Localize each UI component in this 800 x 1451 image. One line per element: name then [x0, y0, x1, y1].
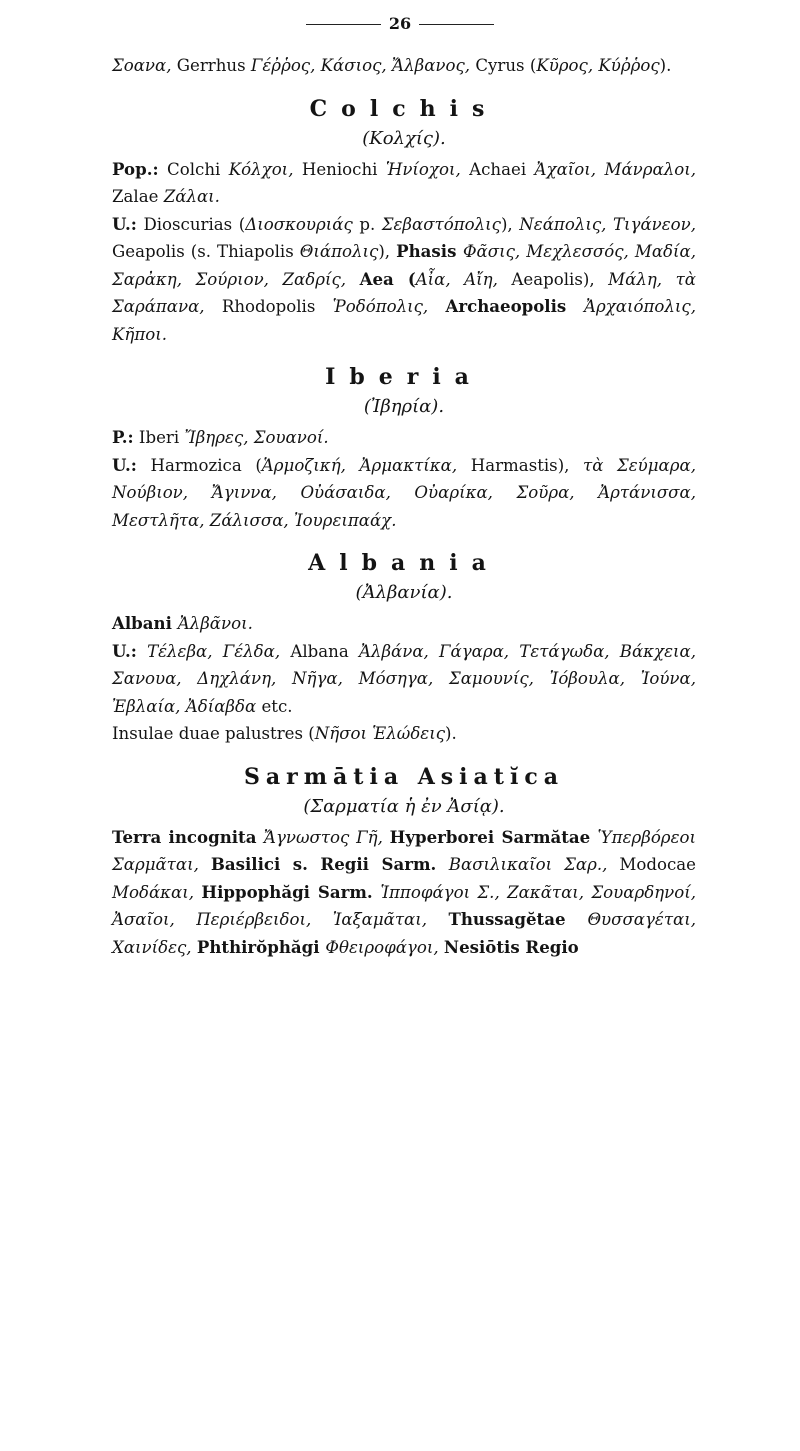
sarm-i: Hippophăgi Sarm. — [201, 881, 381, 902]
albania-pop-a: Albani — [112, 613, 178, 633]
sarm-l: Θυσσαγέται, Χαινίδες, — [112, 910, 696, 957]
colchis-u4: Σεβαστόπολις — [381, 214, 501, 234]
pop-label: P.: — [112, 427, 134, 447]
urbes-label: U.: — [112, 454, 137, 475]
iberia-p-b: Ἴβηρες, Σουανοί. — [184, 428, 329, 447]
colchis-u11: Φᾶσις, Μεχλεσσός, Μαδία, Σαρἀκη, Σούριον, Ζαδρίς, — [112, 242, 696, 289]
colchis-population — [112, 156, 696, 211]
albania-urbes — [112, 638, 696, 721]
albania-u-b: Albana — [290, 641, 359, 661]
colchis-u18: Archaeopolis — [445, 296, 585, 316]
colchis-u15: Μάλη, τὰ Σαράπανα, — [112, 269, 697, 316]
colchis-u9: ), — [378, 242, 397, 261]
albania-ins-a: Insulae duae palustres ( — [112, 724, 315, 743]
iberia-urbes — [112, 452, 696, 535]
intro-paragraph — [112, 52, 696, 80]
sarm-h: Μοδάκαι, — [112, 882, 202, 902]
albania-population — [112, 610, 696, 638]
iberia-heading: Iberia — [325, 364, 483, 390]
colchis-u19: Ἀρχαιόπολις, Κῆποι. — [112, 297, 696, 344]
iberia-heading-greek: (Ἰβηρία). — [363, 396, 445, 417]
albania-pop-b: Ἀλβᾶνοι. — [177, 614, 253, 633]
colchis-pop-c: Heniochi — [301, 159, 386, 179]
intro-d: Cyrus ( — [475, 56, 537, 75]
colchis-u5: ), — [500, 214, 520, 234]
colchis-u1: Dioscurias ( — [143, 214, 246, 234]
colchis-pop-d: Ἡνίοχοι, — [385, 159, 470, 179]
urbes-label: U.: — [112, 213, 137, 234]
albania-heading-greek: (Ἀλβανία). — [355, 582, 453, 603]
colchis-u17: Ῥοδόπολις, — [332, 297, 446, 316]
sarm-e: Basilici s. Regii Sarm. — [210, 854, 449, 874]
sarm-d: Ὑπερβόρεοι Σαρμᾶται, — [112, 827, 696, 874]
iberia-p-a: Iberi — [138, 428, 185, 447]
rule-left — [306, 24, 381, 25]
sarmatia-paragraph — [112, 824, 696, 962]
sarmatia-heading: Sarmātia Asiatĭca — [244, 763, 564, 790]
intro-e: Κῦρος, Κύῤῥος — [536, 56, 660, 75]
colchis-u6: Νεάπολις, Τιγάνεον, — [519, 214, 697, 234]
colchis-heading-greek: (Κολχίς). — [362, 127, 446, 149]
albania-ins-b: Νῆσοι Ἑλώδεις — [314, 724, 446, 743]
sarm-a: Terra incognita — [112, 826, 264, 847]
sarm-n: Φθειροφάγοι, — [325, 937, 444, 957]
colchis-u8: Θιάπολις — [299, 242, 379, 261]
albania-u-a: Τέλεβα, Γέλδα, — [147, 641, 291, 661]
page-number: 26 — [388, 14, 412, 33]
sarm-k: Thussagĕtae — [448, 909, 588, 929]
albania-u-c: Ἀλβάνα, Γάγαρα, Τετάγωδα, Βάκχεια, Σανουα, Δηχλάνη, Νῆγα, Μόσηγα, Σαμουνίς, Ἰόβουλα, Ἰούνα, Ἐβλαία, Ἀδίαβδα — [112, 641, 696, 716]
colchis-pop-e: Achaei — [469, 159, 535, 179]
colchis-pop-h: Ζάλαι. — [163, 187, 220, 206]
colchis-pop-b: Κόλχοι, — [228, 159, 302, 179]
colchis-urbes — [112, 211, 696, 349]
albania-heading: Albania — [308, 550, 500, 576]
sarm-b: Ἄγνωστος Γῆ, — [263, 827, 390, 847]
colchis-u13: Αἶα, Αἴη, — [415, 269, 512, 289]
rule-right — [419, 24, 494, 25]
intro-a: Σοανα, — [112, 56, 177, 75]
albania-ins-c: ). — [445, 724, 457, 743]
iberia-population — [112, 424, 696, 452]
urbes-label: U.: — [112, 640, 137, 661]
iberia-u-d: τὰ Σεύμαρα, Νούβιον, Ἄγιννα, Οὐάσαιδα, Οὐαρίκα, Σοῦρα, Ἀρτάνισσα, Μεστλῆτα, Ζάλισσα, Ἰουρειπαάχ. — [112, 455, 696, 530]
sarm-g: Modocae — [619, 855, 696, 874]
colchis-pop-g: Zalae — [112, 187, 164, 206]
colchis-u10: Phasis — [396, 241, 463, 261]
sarm-o: Nesiōtis Regio — [443, 936, 579, 957]
colchis-pop-f: Ἀχαῖοι, Μάνραλοι, — [534, 159, 697, 179]
albania-u-d: etc. — [261, 696, 293, 716]
colchis-u14: Aeapolis), — [511, 269, 609, 289]
iberia-u-c: Harmastis), — [470, 455, 584, 475]
sarmatia-heading-greek: (Σαρματία ἡ ἐν Ἀσίᾳ). — [303, 795, 505, 817]
colchis-u16: Rhodopolis — [221, 297, 333, 316]
sarm-j: Ἱπποφάγοι Σ., Ζακᾶται, Σουαρδηνοί, Ἀσαῖοι, Περιέρβειδοι, Ἰαξαμᾶται, — [112, 882, 696, 929]
sarm-c: Hyperborei Sarmătae — [389, 826, 598, 847]
colchis-u12: Aea ( — [359, 268, 416, 289]
albania-insulae — [112, 720, 696, 748]
iberia-u-b: Ἁρμοζική, Ἀρμακτίκα, — [261, 455, 471, 475]
sarm-f: Βασιλικαῖοι Σαρ., — [448, 855, 620, 874]
colchis-pop-a: Colchi — [167, 159, 229, 179]
colchis-u3: p. — [359, 214, 382, 234]
iberia-u-a: Harmozica ( — [150, 455, 262, 475]
sarm-m: Phthirŏphăgi — [196, 936, 326, 957]
intro-c: Γέῤῥος, Κάσιος, Ἄλβανος, — [250, 56, 476, 75]
page-body — [112, 52, 696, 961]
colchis-u2: Διοσκουριάς — [245, 214, 360, 234]
colchis-heading: Colchis — [309, 95, 499, 122]
colchis-u7: Geapolis (s. Thiapolis — [112, 242, 300, 261]
intro-b: Gerrhus — [176, 56, 251, 75]
running-head — [0, 14, 800, 33]
intro-f: ). — [659, 56, 672, 75]
pop-label: Pop.: — [112, 158, 159, 179]
